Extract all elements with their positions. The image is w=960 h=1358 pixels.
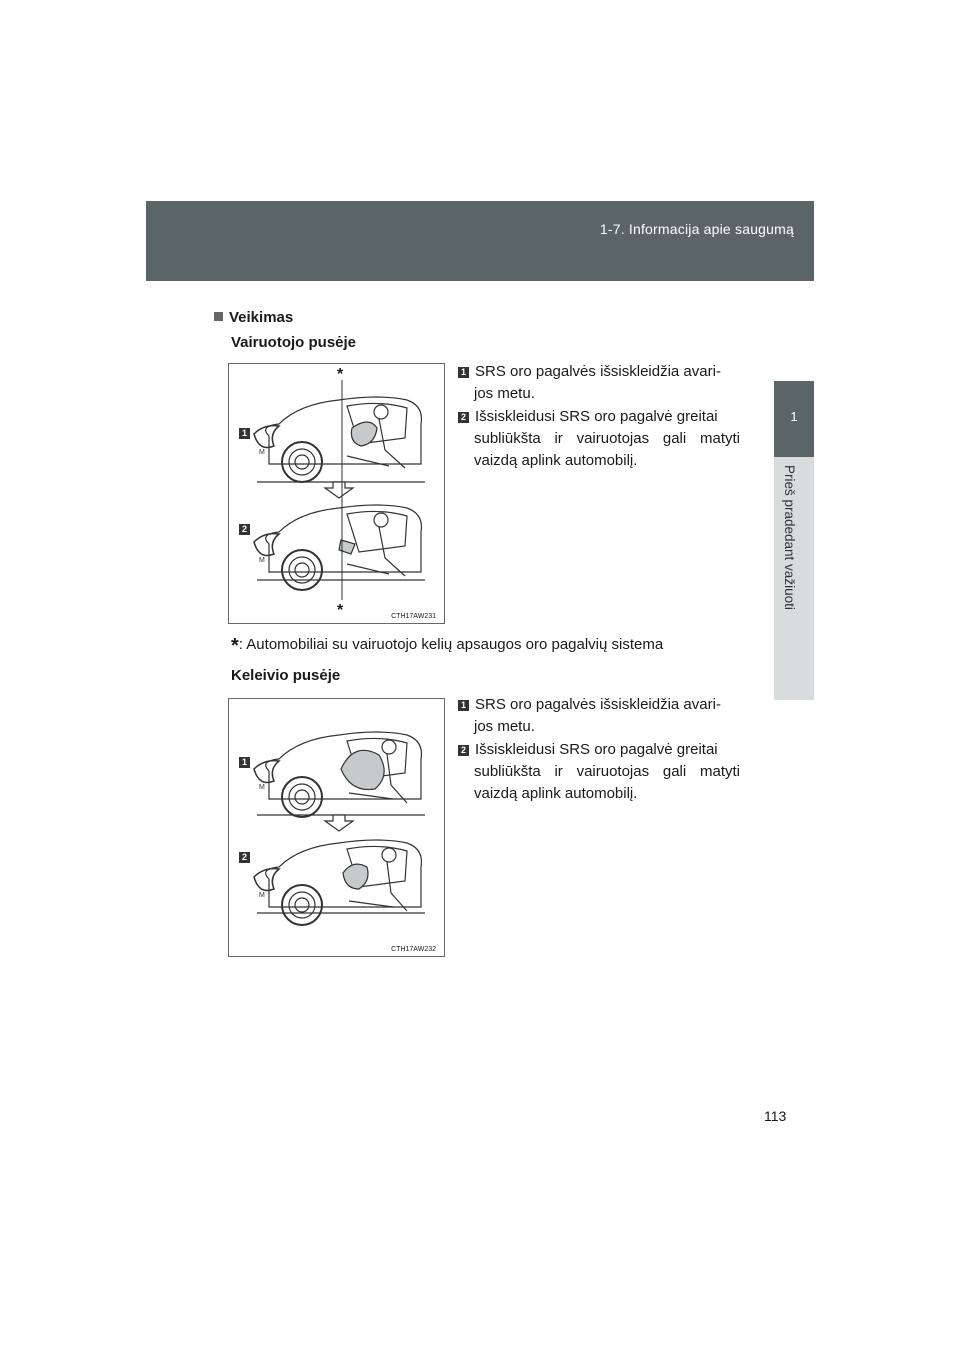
figure-code: CTH17AW231 [391, 613, 436, 620]
header-bar [146, 201, 814, 281]
svg-text:M: M [259, 557, 265, 564]
passenger-step-1 [458, 694, 740, 738]
driver-step-1 [458, 361, 740, 405]
driver-side-figure [228, 363, 445, 624]
page-number: 113 [764, 1108, 787, 1124]
passenger-step-2 [458, 739, 740, 805]
footnote [231, 635, 663, 658]
figure-marker-1: 1 [239, 757, 250, 768]
passenger-step-2-line2: subliūkšta ir vairuotojas gali matyti vaizdą aplink automobilį. [474, 763, 740, 802]
step-number-1: 1 [458, 700, 469, 711]
passenger-airbag-illustration [229, 699, 444, 956]
footnote-asterisk: * [231, 635, 239, 657]
step-number-2: 2 [458, 745, 469, 756]
section-heading-text: Veikimas [229, 309, 294, 326]
driver-step-2-line1: Išsiskleidusi SRS oro pagalvė greitai [475, 408, 718, 425]
driver-side-heading: Vairuotojo pusėje [231, 334, 357, 351]
section-heading [214, 309, 293, 326]
svg-text:M: M [259, 784, 265, 791]
svg-text:M: M [259, 449, 265, 456]
passenger-step-2-line1: Išsiskleidusi SRS oro pagalvė greitai [475, 741, 718, 758]
passenger-side-figure [228, 698, 445, 957]
figure-code: CTH17AW232 [391, 946, 436, 953]
chapter-title: Prieš pradedant važiuoti [782, 465, 797, 610]
figure-marker-2: 2 [239, 524, 250, 535]
figure-asterisk-top: * [337, 366, 344, 383]
passenger-side-heading: Keleivio pusėje [231, 667, 341, 684]
figure-asterisk-bottom: * [337, 602, 344, 619]
footnote-text: : Automobiliai su vairuotojo kelių apsaugos oro pagalvių sistema [238, 636, 664, 653]
figure-marker-1: 1 [239, 428, 250, 439]
step-number-2: 2 [458, 412, 469, 423]
driver-airbag-illustration [229, 364, 444, 623]
driver-step-1-line1: SRS oro pagalvės išsiskleidžia avari- [475, 363, 721, 380]
passenger-step-1-line2: jos metu. [474, 718, 535, 735]
section-title: 1-7. Informacija apie saugumą [599, 221, 794, 237]
square-bullet-icon [214, 312, 223, 321]
chapter-title-tab [774, 457, 814, 700]
driver-step-2 [458, 406, 740, 472]
driver-step-1-line2: jos metu. [474, 385, 535, 402]
figure-marker-2: 2 [239, 852, 250, 863]
svg-text:M: M [259, 892, 265, 899]
passenger-step-1-line1: SRS oro pagalvės išsiskleidžia avari- [475, 696, 721, 713]
chapter-number: 1 [790, 409, 798, 424]
chapter-tab[interactable] [774, 381, 814, 457]
driver-step-2-line2: subliūkšta ir vairuotojas gali matyti vaizdą aplink automobilį. [474, 430, 740, 469]
step-number-1: 1 [458, 367, 469, 378]
